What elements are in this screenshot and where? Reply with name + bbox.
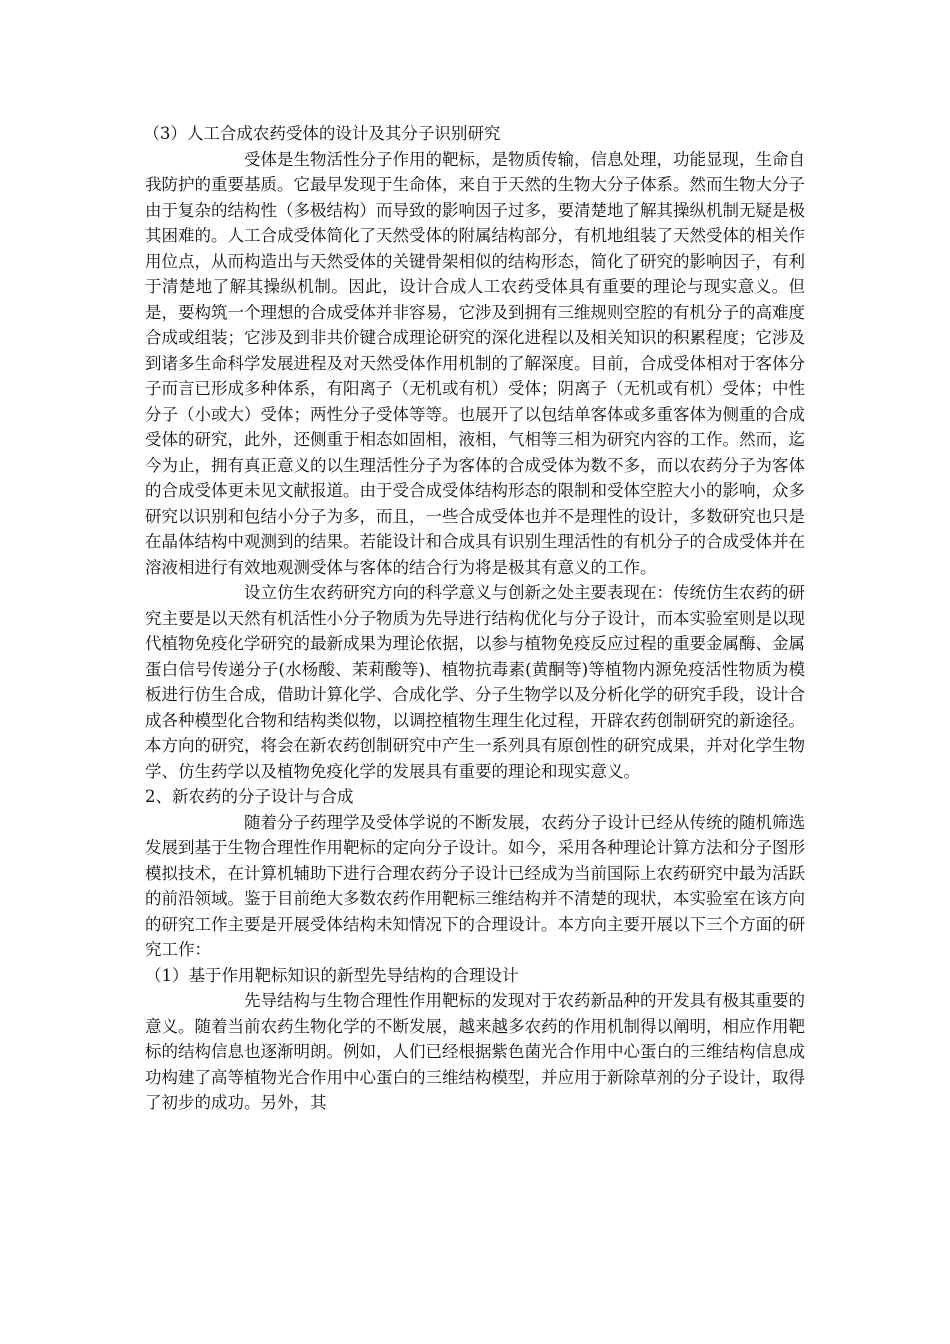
paragraph-bionic-pesticide-significance: 设立仿生农药研究方向的科学意义与创新之处主要表现在：传统仿生农药的研究主要是以天然有机活性小分子物质为先导进行结构优化与分子设计，而本实验室则是以现代植物免疫化学研究的最新成果为理论依据，以参与植物免疫反应过程的重要金属酶、金属蛋白信号传递分子(水杨酸、茉莉酸等)、植物抗毒素(黄酮等)等植物内源免疫活性物质为模板进行仿生合成，借助计算化学、合成化学、分子生物学以及分析化学的研究手段，设计合成各种模型化合物和结构类似物，以调控植物生理生化过程，开辟农药创制研究的新途径。本方向的研究，将会在新农药创制研究中产生一系列具有原创性的研究成果，并对化学生物学、仿生药学以及植物免疫化学的发展具有重要的理论和现实意义。 [145, 583, 805, 781]
document-body [145, 121, 805, 1116]
section-heading-lead-structure: （1）基于作用靶标知识的新型先导结构的合理设计 [145, 965, 519, 985]
paragraph-lead-structure: 先导结构与生物合理性作用靶标的发现对于农药新品种的开发具有极其重要的意义。随着当前农药生物化学的不断发展，越来越多农药的作用机制得以阐明，相应作用靶标的结构信息也逐渐明朗。例如，人们已经根据紫色菌光合作用中心蛋白的三维结构信息成功构建了高等植物光合作用中心蛋白的三维结构模型，并应用于新除草剂的分子设计，取得了初步的成功。另外，其 [145, 991, 805, 1112]
paragraph-receptor-background: 受体是生物活性分子作用的靶标，是物质传输，信息处理，功能显现，生命自我防护的重要基质。它最早发现于生命体，来自于天然的生物大分子体系。然而生物大分子由于复杂的结构性（多极结构）而导致的影响因子过多，要清楚地了解其操纵机制无疑是极其困难的。人工合成受体简化了天然受体的附属结构部分，有机地组装了天然受体的相关作用位点，从而构造出与天然受体的关键骨架相似的结构形态，简化了研究的影响因子，有利于清楚地了解其操纵机制。因此，设计合成人工农药受体具有重要的理论与现实意义。但是，要构筑一个理想的合成受体并非容易，它涉及到拥有三维规则空腔的有机分子的高难度合成或组装；它涉及到非共价键合成理论研究的深化进程以及相关知识的积累程度；它涉及到诸多生命科学发展进程及对天然受体作用机制的了解深度。目前，合成受体相对于客体分子而言已形成多种体系，有阳离子（无机或有机）受体；阴离子（无机或有机）受体；中性分子（小或大）受体；两性分子受体等等。也展开了以包结单客体或多重客体为侧重的合成受体的研究，此外，还侧重于相态如固相，液相，气相等三相为研究内容的工作。然而，迄今为止，拥有真正意义的以生理活性分子为客体的合成受体为数不多，而以农药分子为客体的合成受体更未见文献报道。由于受合成受体结构形态的限制和受体空腔大小的影响，众多研究以识别和包结小分子为多，而且，一些合成受体也并不是理性的设计，多数研究也只是在晶体结构中观测到的结果。若能设计和合成具有识别生理活性的有机分子的合成受体并在溶液相进行有效地观测受体与客体的结合行为将是极其有意义的工作。 [145, 149, 805, 577]
paragraph-molecular-design-intro: 随着分子药理学及受体学说的不断发展，农药分子设计已经从传统的随机筛选发展到基于生物合理性作用靶标的定向分子设计。如今，采用各种理论计算方法和分子图形模拟技术，在计算机辅助下进行合理农药分子设计已经成为当前国际上农药研究中最为活跃的前沿领域。鉴于目前绝大多数农药作用靶标三维结构并不清楚的现状，本实验室在该方向的研究工作主要是开展受体结构未知情况下的合理设计。本方向主要开展以下三个方面的研究工作： [145, 812, 805, 959]
section-heading-molecular-design: 2、新农药的分子设计与合成 [145, 787, 354, 806]
section-heading-receptor-design: （3）人工合成农药受体的设计及其分子识别研究 [143, 124, 501, 143]
